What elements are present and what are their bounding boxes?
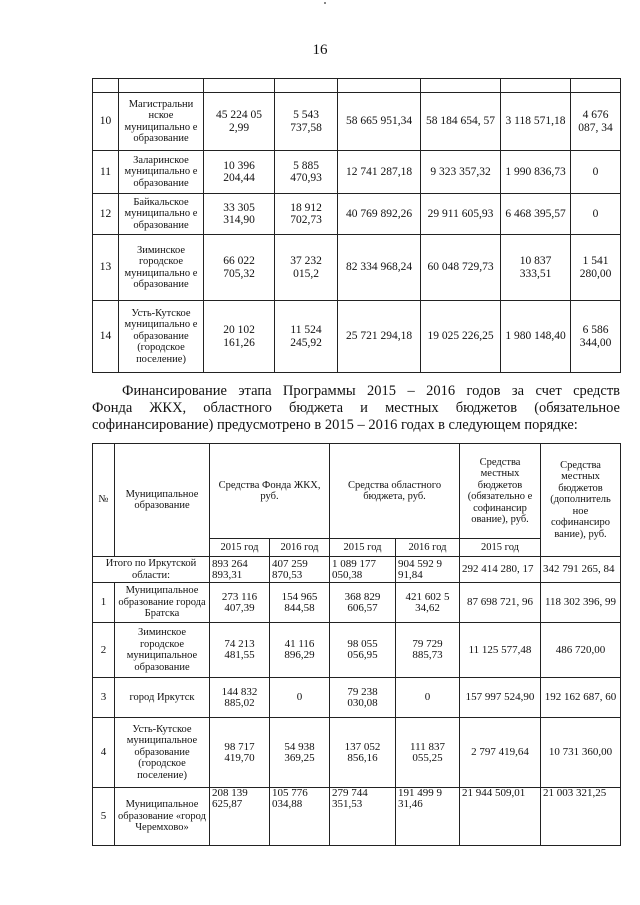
cell-value: 342 791 265, 84: [541, 557, 621, 583]
cell-value: 5 543 737,58: [275, 93, 338, 151]
cell-value: 41 116 896,29: [270, 623, 330, 678]
cell-value: 33 305 314,90: [204, 194, 275, 235]
cell-value: 0: [396, 678, 460, 718]
header-number: №: [93, 444, 115, 557]
cell-value: 904 592 9 91,84: [396, 557, 460, 583]
cell-value: 407 259 870,53: [270, 557, 330, 583]
cell-value: 208 139 625,87: [210, 788, 270, 846]
financing-paragraph: [92, 383, 620, 434]
cell-value: 82 334 968,24: [338, 235, 421, 301]
cell-value: 2 797 419,64: [460, 718, 541, 788]
cell-value: 54 938 369,25: [270, 718, 330, 788]
header-year: 2015 год: [460, 539, 541, 557]
header-year: 2015 год: [330, 539, 396, 557]
page-number: 16: [312, 42, 328, 58]
cell-value: 18 912 702,73: [275, 194, 338, 235]
cell-value: 137 052 856,16: [330, 718, 396, 788]
row-number: 3: [93, 678, 115, 718]
cell-value: 0: [571, 194, 621, 235]
cell-value: 118 302 396, 99: [541, 583, 621, 623]
cell-value: 111 837 055,25: [396, 718, 460, 788]
municipality-name: Муниципальное образование города Братска: [115, 583, 210, 623]
cell-value: 0: [571, 151, 621, 194]
cell-value: 45 224 05 2,99: [204, 93, 275, 151]
cell-value: 10 837 333,51: [501, 235, 571, 301]
total-row: [93, 557, 621, 583]
municipality-name: Зиминское городское муниципальное образование: [115, 623, 210, 678]
cell-value: 9 323 357,32: [421, 151, 501, 194]
cell-value: 1 089 177 050,38: [330, 557, 396, 583]
cell-value: 279 744 351,53: [330, 788, 396, 846]
table-row: [93, 678, 621, 718]
cell-value: 40 769 892,26: [338, 194, 421, 235]
cell-value: 192 162 687, 60: [541, 678, 621, 718]
cell-value: 10 396 204,44: [204, 151, 275, 194]
cell-value: 1 990 836,73: [501, 151, 571, 194]
municipality-name: город Иркутск: [115, 678, 210, 718]
cell-value: 893 264 893,31: [210, 557, 270, 583]
cell-value: 486 720,00: [541, 623, 621, 678]
cell-value: 98 717 419,70: [210, 718, 270, 788]
cell-value: 1 541 280,00: [571, 235, 621, 301]
header-regional-budget: Средства областного бюджета, руб.: [330, 444, 460, 539]
row-number: 11: [93, 151, 119, 194]
row-number: 1: [93, 583, 115, 623]
cell-value: 4 676 087, 34: [571, 93, 621, 151]
cell-value: 368 829 606,57: [330, 583, 396, 623]
cell-value: 20 102 161,26: [204, 301, 275, 373]
cell-value: 74 213 481,55: [210, 623, 270, 678]
table-header-stub: [93, 79, 621, 93]
cell-value: 11 125 577,48: [460, 623, 541, 678]
cell-value: 0: [270, 678, 330, 718]
cell-value: 6 468 395,57: [501, 194, 571, 235]
cell-value: 292 414 280, 17: [460, 557, 541, 583]
row-number: 12: [93, 194, 119, 235]
table-row: [93, 151, 621, 194]
paragraph-line: Финансирование этапа Программы 2015 – 2016 годов за счет средств: [122, 383, 620, 399]
cell-value: 58 184 654, 57: [421, 93, 501, 151]
table-row: [93, 718, 621, 788]
table-row: [93, 194, 621, 235]
cell-value: 79 729 885,73: [396, 623, 460, 678]
row-number: 4: [93, 718, 115, 788]
cell-value: 37 232 015,2: [275, 235, 338, 301]
cell-value: 79 238 030,08: [330, 678, 396, 718]
cell-value: 191 499 9 31,46: [396, 788, 460, 846]
table-row: [93, 93, 621, 151]
row-number: 5: [93, 788, 115, 846]
scan-speck: [324, 2, 326, 4]
cell-value: 144 832 885,02: [210, 678, 270, 718]
cell-value: 21 003 321,25: [541, 788, 621, 846]
header-local-mandatory: Средства местных бюджетов (обязательно е софинансир ование), руб.: [460, 444, 541, 539]
continuation-table: [92, 78, 621, 373]
cell-value: 60 048 729,73: [421, 235, 501, 301]
row-number: 2: [93, 623, 115, 678]
header-fund: Средства Фонда ЖКХ, руб.: [210, 444, 330, 539]
cell-value: 19 025 226,25: [421, 301, 501, 373]
cell-value: 58 665 951,34: [338, 93, 421, 151]
municipality-name: Зиминское городское муниципально е образование: [119, 235, 204, 301]
row-number: 14: [93, 301, 119, 373]
total-label: Итого по Иркутской области:: [93, 557, 210, 583]
cell-value: 25 721 294,18: [338, 301, 421, 373]
cell-value: 29 911 605,93: [421, 194, 501, 235]
table-row: [93, 788, 621, 846]
table-row: [93, 235, 621, 301]
cell-value: 98 055 056,95: [330, 623, 396, 678]
header-row: [93, 444, 621, 539]
cell-value: 3 118 571,18: [501, 93, 571, 151]
cell-value: 5 885 470,93: [275, 151, 338, 194]
header-local-additional: Средства местных бюджетов (дополнитель ное софинансиро вание), руб.: [541, 444, 621, 557]
cell-value: 1 980 148,40: [501, 301, 571, 373]
paragraph-line: Фонда ЖКХ, областного бюджета и местных бюджетов (обязательное: [92, 400, 620, 416]
table-row: [93, 623, 621, 678]
financing-table: [92, 443, 621, 846]
cell-value: 154 965 844,58: [270, 583, 330, 623]
municipality-name: Усть-Кутское муниципальное образование (городское поселение): [115, 718, 210, 788]
cell-value: 6 586 344,00: [571, 301, 621, 373]
cell-value: 87 698 721, 96: [460, 583, 541, 623]
cell-value: 66 022 705,32: [204, 235, 275, 301]
cell-value: 21 944 509,01: [460, 788, 541, 846]
cell-value: 273 116 407,39: [210, 583, 270, 623]
row-number: 13: [93, 235, 119, 301]
paragraph-line: софинансирование) предусмотрено в 2015 – 2016 годах в следующем порядке:: [92, 417, 578, 433]
cell-value: 105 776 034,88: [270, 788, 330, 846]
cell-value: 10 731 360,00: [541, 718, 621, 788]
row-number: 10: [93, 93, 119, 151]
cell-value: 12 741 287,18: [338, 151, 421, 194]
header-municipality: Муниципальное образование: [115, 444, 210, 557]
header-year: 2016 год: [396, 539, 460, 557]
cell-value: 11 524 245,92: [275, 301, 338, 373]
municipality-name: Заларинское муниципально е образование: [119, 151, 204, 194]
municipality-name: Магистральни нское муниципально е образование: [119, 93, 204, 151]
header-year: 2016 год: [270, 539, 330, 557]
table-row: [93, 301, 621, 373]
header-year: 2015 год: [210, 539, 270, 557]
table-row: [93, 583, 621, 623]
municipality-name: Усть-Кутское муниципально е образование (городское поселение): [119, 301, 204, 373]
cell-value: 421 602 5 34,62: [396, 583, 460, 623]
municipality-name: Байкальское муниципально е образование: [119, 194, 204, 235]
cell-value: 157 997 524,90: [460, 678, 541, 718]
municipality-name: Муниципальное образование «город Черемхово»: [115, 788, 210, 846]
